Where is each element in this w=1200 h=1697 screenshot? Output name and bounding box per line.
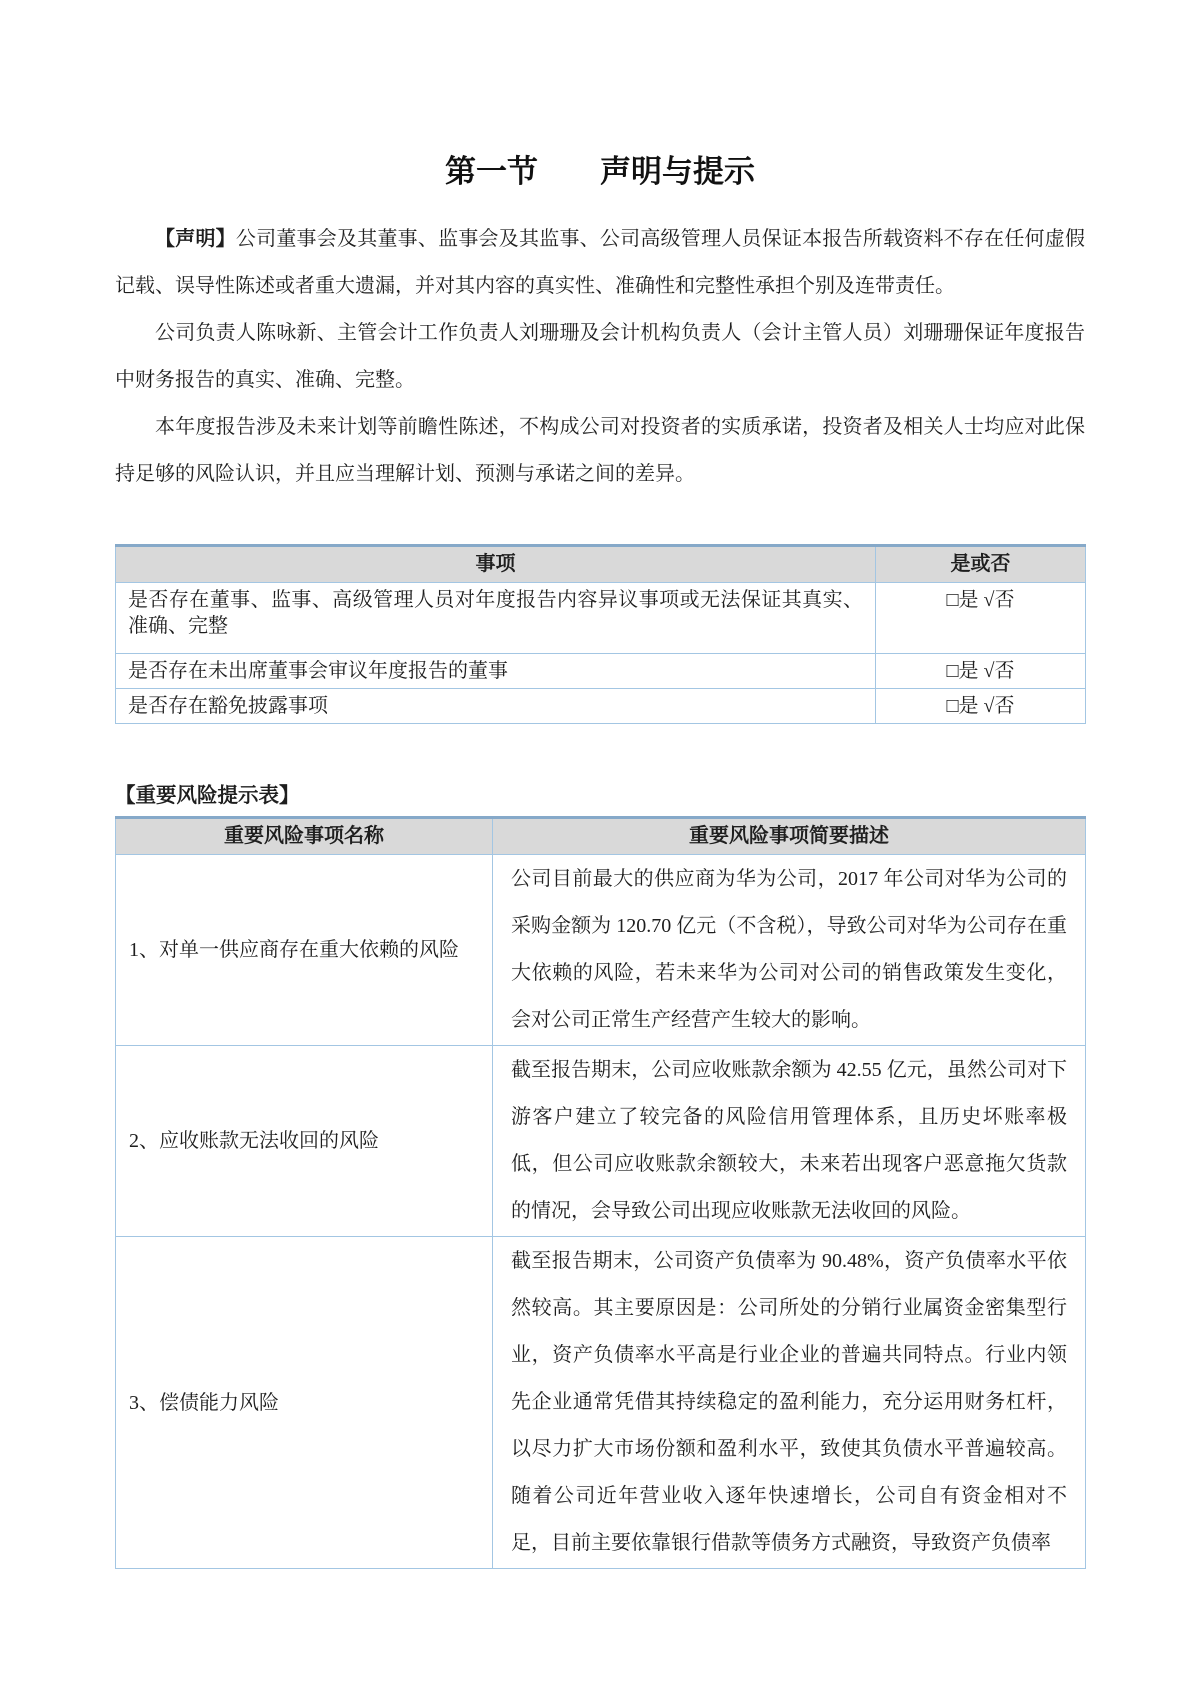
- declaration-label: 【声明】: [155, 228, 236, 250]
- table-row: [116, 1237, 1086, 1569]
- statement-answer: □是 √否: [876, 583, 1086, 654]
- statements-header-answer: 是或否: [876, 546, 1086, 583]
- risk-header-name: 重要风险事项名称: [116, 818, 493, 855]
- table-row: [116, 855, 1086, 1046]
- risk-description: 截至报告期末，公司资产负债率为 90.48%，资产负债率水平依然较高。其主要原因是：公司所处的分销行业属资金密集型行业，资产负债率水平高是行业企业的普遍共同特点。行业内领先企业通常凭借其持续稳定的盈利能力，充分运用财务杠杆，以尽力扩大市场份额和盈利水平，致使其负债水平普遍较高。随着公司近年营业收入逐年快速增长，公司自有资金相对不足，目前主要依靠银行借款等债务方式融资，导致资产负债率: [493, 1237, 1086, 1569]
- risk-name: 1、对单一供应商存在重大依赖的风险: [116, 855, 493, 1046]
- risk-table-heading: 【重要风险提示表】: [115, 785, 300, 807]
- statement-answer: □是 √否: [876, 689, 1086, 724]
- statement-answer: □是 √否: [876, 654, 1086, 689]
- risk-table: [115, 816, 1086, 1569]
- risk-description: 截至报告期末，公司应收账款余额为 42.55 亿元，虽然公司对下游客户建立了较完备的风险信用管理体系，且历史坏账率极低，但公司应收账款余额较大，未来若出现客户恶意拖欠货款的情况，会导致公司出现应收账款无法收回的风险。: [493, 1046, 1086, 1237]
- risk-name: 3、偿债能力风险: [116, 1237, 493, 1569]
- risk-name: 2、应收账款无法收回的风险: [116, 1046, 493, 1237]
- statements-header-row: [116, 546, 1086, 583]
- risk-header-row: [116, 818, 1086, 855]
- statements-header-item: 事项: [116, 546, 876, 583]
- table-row: [116, 654, 1086, 689]
- statement-item-text: 是否存在未出席董事会审议年度报告的董事: [116, 654, 876, 689]
- declaration-paragraph: [115, 216, 1085, 310]
- table-row: [116, 689, 1086, 724]
- forward-looking-paragraph: 本年度报告涉及未来计划等前瞻性陈述，不构成公司对投资者的实质承诺，投资者及相关人士均应对此保持足够的风险认识，并且应当理解计划、预测与承诺之间的差异。: [115, 416, 1085, 485]
- risk-description: 公司目前最大的供应商为华为公司，2017 年公司对华为公司的采购金额为 120.70 亿元（不含税），导致公司对华为公司存在重大依赖的风险，若未来华为公司对公司的销售政策发生变化，会对公司正常生产经营产生较大的影响。: [493, 855, 1086, 1046]
- statement-item-text: 是否存在豁免披露事项: [116, 689, 876, 724]
- statements-table: [115, 544, 1086, 724]
- page-title: 第一节 声明与提示: [445, 154, 755, 189]
- statement-item-text: 是否存在董事、监事、高级管理人员对年度报告内容异议事项或无法保证其真实、准确、完整: [116, 583, 876, 654]
- declaration-text: 公司董事会及其董事、监事会及其监事、公司高级管理人员保证本报告所载资料不存在任何虚假记载、误导性陈述或者重大遗漏，并对其内容的真实性、准确性和完整性承担个别及连带责任。: [115, 228, 1086, 297]
- risk-header-description: 重要风险事项简要描述: [493, 818, 1086, 855]
- table-row: [116, 583, 1086, 654]
- responsible-persons-paragraph: 公司负责人陈咏新、主管会计工作负责人刘珊珊及会计机构负责人（会计主管人员）刘珊珊保证年度报告中财务报告的真实、准确、完整。: [115, 322, 1085, 391]
- table-row: [116, 1046, 1086, 1237]
